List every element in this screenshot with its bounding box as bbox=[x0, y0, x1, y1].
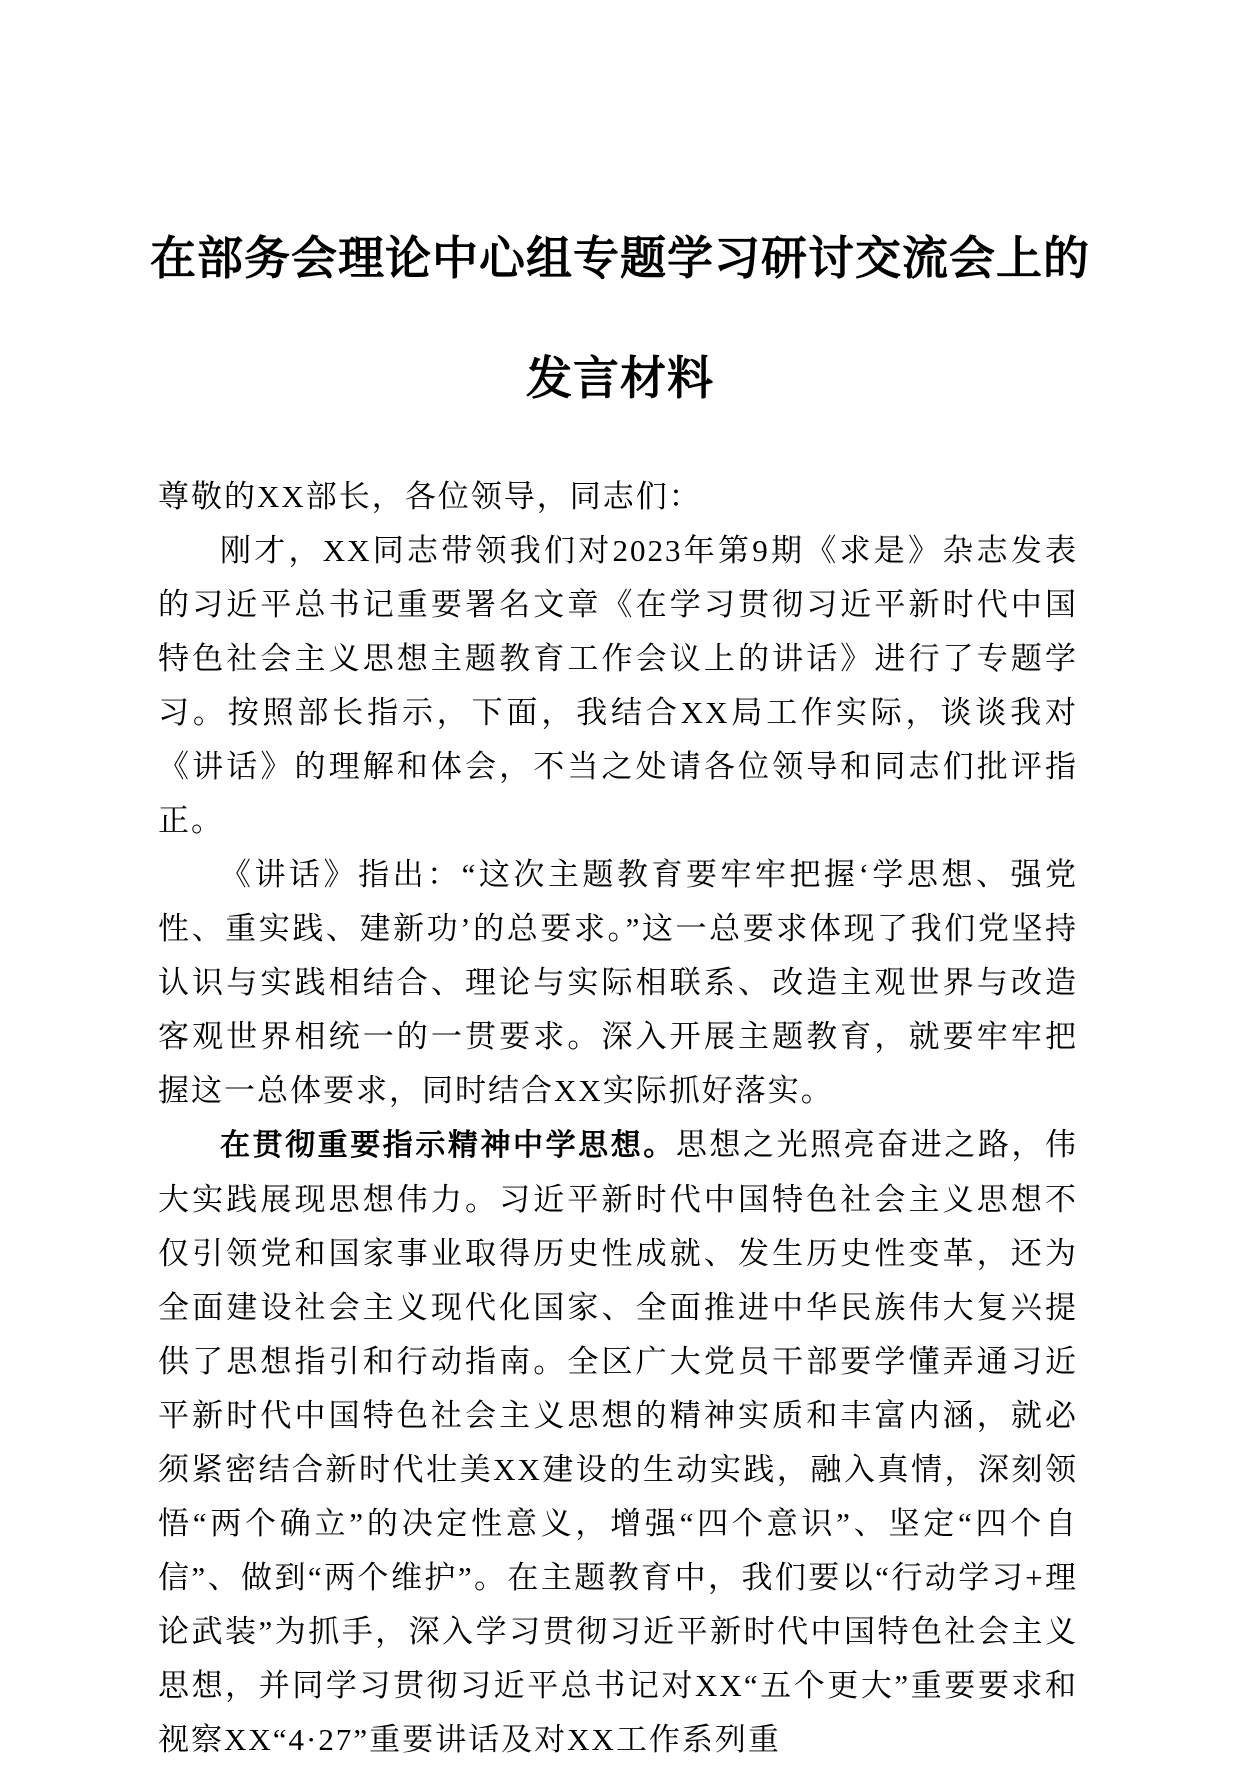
paragraph-1: 刚才，XX同志带领我们对2023年第9期《求是》杂志发表的习近平总书记重要署名文章《在学习贯彻习近平新时代中国特色社会主义思想主题教育工作会议上的讲话》进行了专题学习。按照部长指示，下面，我结合XX局工作实际，谈谈我对《讲话》的理解和体会，不当之处请各位领导和同志们批评指正。 bbox=[158, 533, 1078, 838]
paragraph-3 bbox=[158, 1118, 1078, 1767]
salutation: 尊敬的XX部长，各位领导，同志们： bbox=[158, 479, 702, 514]
paragraph-2: 《讲话》指出：“这次主题教育要牢牢把握‘学思想、强党性、重实践、建新功’的总要求。”这一总要求体现了我们党坚持认识与实践相结合、理论与实际相联系、改造主观世界与改造客观世界相统一的一贯要求。深入开展主题教育，就要牢牢把握这一总体要求，同时结合XX实际抓好落实。 bbox=[158, 857, 1078, 1108]
paragraph-3-heading: 在贯彻重要指示精神中学思想。 bbox=[220, 1128, 676, 1163]
document-title-line-1: 在部务会理论中心组专题学习研讨交流会上的 bbox=[150, 231, 1090, 285]
document-title-line-2: 发言材料 bbox=[526, 351, 714, 405]
paragraph-3-text: 思想之光照亮奋进之路，伟大实践展现思想伟力。习近平新时代中国特色社会主义思想不仅引领党和国家事业取得历史性成就、发生历史性变革，还为全面建设社会主义现代化国家、全面推进中华民族伟大复兴提供了思想指引和行动指南。全区广大党员干部要学懂弄通习近平新时代中国特色社会主义思想的精神实质和丰富内涵，就必须紧密结合新时代壮美XX建设的生动实践，融入真情，深刻领悟“两个确立”的决定性意义，增强“四个意识”、坚定“四个自信”、做到“两个维护”。在主题教育中，我们要以“行动学习+理论武装”为抓手，深入学习贯彻习近平新时代中国特色社会主义思想，并同学习贯彻习近平总书记对XX“五个更大”重要要求和视察XX“4·27”重要讲话及对XX工作系列重 bbox=[158, 1127, 1079, 1757]
document-body bbox=[158, 470, 1078, 1767]
